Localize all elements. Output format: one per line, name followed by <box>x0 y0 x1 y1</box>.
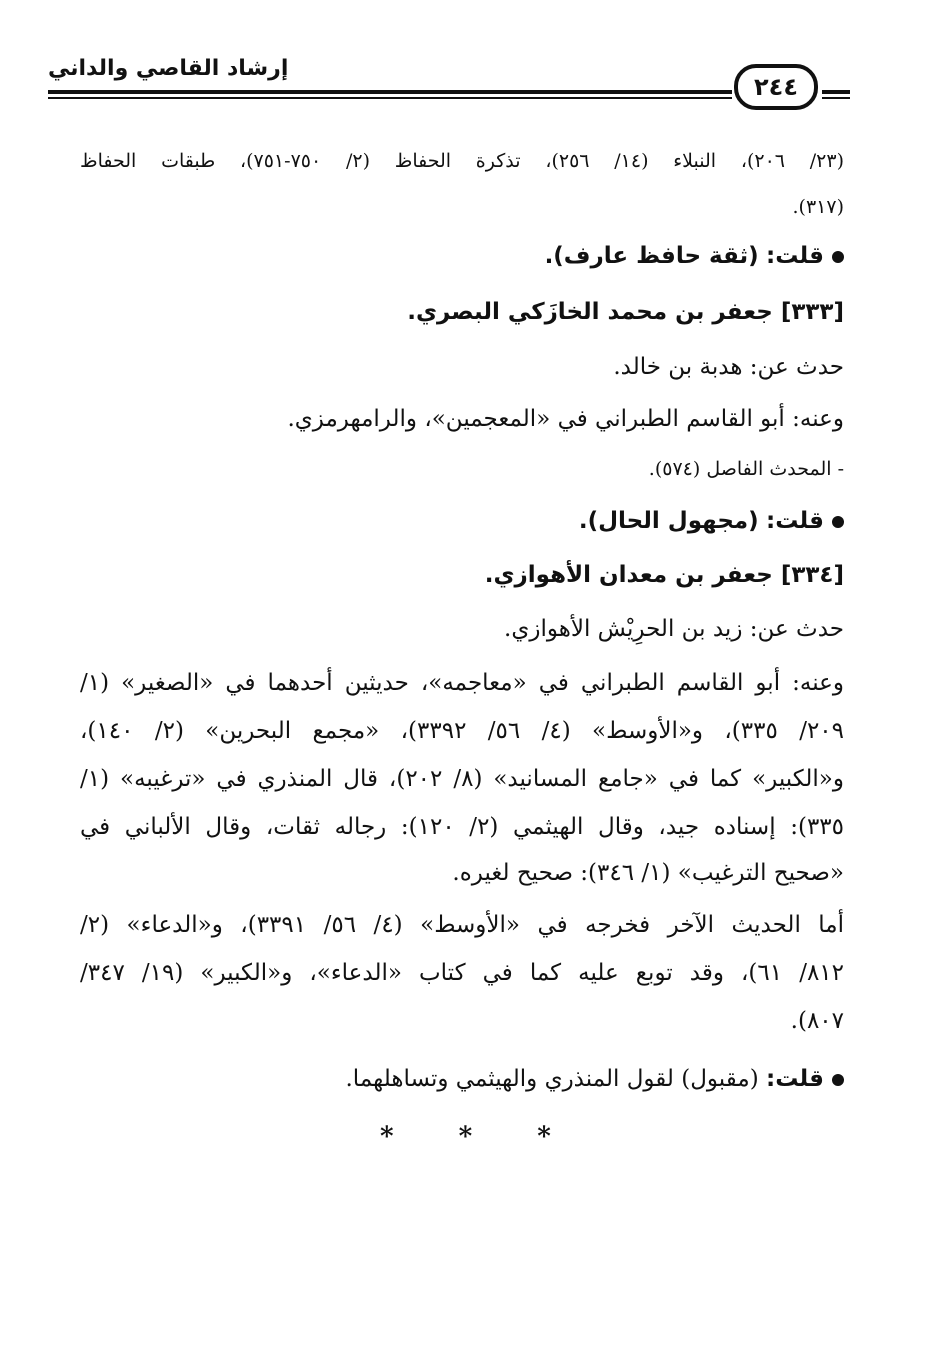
qult-text: (مجهول الحال). <box>578 508 759 534</box>
header-dash-thin <box>822 97 850 99</box>
page-number: ٢٤٤ <box>734 64 818 110</box>
bullet-icon <box>832 516 844 528</box>
text-line-5: - المحدث الفاصل (٥٧٤). <box>648 458 844 480</box>
qult-text: (ثقة حافظ عارف). <box>544 243 759 269</box>
text-line-14: ٨٠٧). <box>790 1008 844 1034</box>
header-rule-thick <box>48 90 732 94</box>
qult-label: قلت: <box>766 508 824 534</box>
header-rule-thin <box>48 97 732 99</box>
text-line-12: أما الحديث الآخر فخرجه في «الأوسط» (٤/ ٥٦/ ٣٣٩١)، و«الدعاء» (٢/ <box>80 912 845 938</box>
entry-heading-333: [٣٣٣] جعفر بن محمد الخازَكي البصري. <box>407 299 844 325</box>
bullet-icon <box>832 251 844 263</box>
text-line-3: حدث عن: هدبة بن خالد. <box>613 354 844 380</box>
text-line-6: حدث عن: زيد بن الحرِيْش الأهوازي. <box>504 616 844 642</box>
qult-text: (مقبول) لقول المنذري والهيثمي وتساهلهما. <box>345 1066 759 1092</box>
qult-1 <box>545 243 844 269</box>
entry-heading-334: [٣٣٤] جعفر بن معدان الأهوازي. <box>484 562 844 588</box>
text-line-8: ٢٠٩/ ٣٣٥)، و«الأوسط» (٤/ ٥٦/ ٣٣٩٢)، «مجمع البحرين» (٢/ ١٤٠)، <box>80 718 845 744</box>
qult-3 <box>346 1066 845 1092</box>
section-separator-stars: * * * <box>380 1122 579 1152</box>
text-line-10: ٣٣٥): إسناده جيد، وقال الهيثمي (٢/ ١٢٠): رجاله ثقات، وقال الألباني في <box>80 814 844 840</box>
text-line-7: وعنه: أبو القاسم الطبراني في «معاجمه»، حديثين أحدهما في «الصغير» (١/ <box>80 670 844 696</box>
text-line-9: و«الكبير» كما في «جامع المسانيد» (٨/ ٢٠٢)، قال المنذري في «ترغيبه» (١/ <box>80 766 844 792</box>
bullet-icon <box>832 1074 844 1086</box>
text-line-13: ٨١٢/ ٦١)، وقد توبع عليه كما في كتاب «الدعاء»، و«الكبير» (١٩/ ٣٤٧/ <box>80 960 845 986</box>
qult-label: قلت: <box>766 1066 824 1092</box>
header-dash-thick <box>822 90 850 94</box>
text-line-2: (٣١٧). <box>792 196 844 218</box>
running-header-title: إرشاد القاصي والداني <box>48 56 289 81</box>
qult-label: قلت: <box>766 243 824 269</box>
qult-2 <box>579 508 844 534</box>
text-line-11: «صحيح الترغيب» (١/ ٣٤٦): صحيح لغيره. <box>452 860 844 886</box>
text-line-1: (٢٣/ ٢٠٦)، النبلاء (١٤/ ٢٥٦)، تذكرة الحفاظ (٢/ ٧٥٠-٧٥١)، طبقات الحفاظ <box>80 150 844 172</box>
text-line-4: وعنه: أبو القاسم الطبراني في «المعجمين»، والرامهرمزي. <box>287 406 844 432</box>
